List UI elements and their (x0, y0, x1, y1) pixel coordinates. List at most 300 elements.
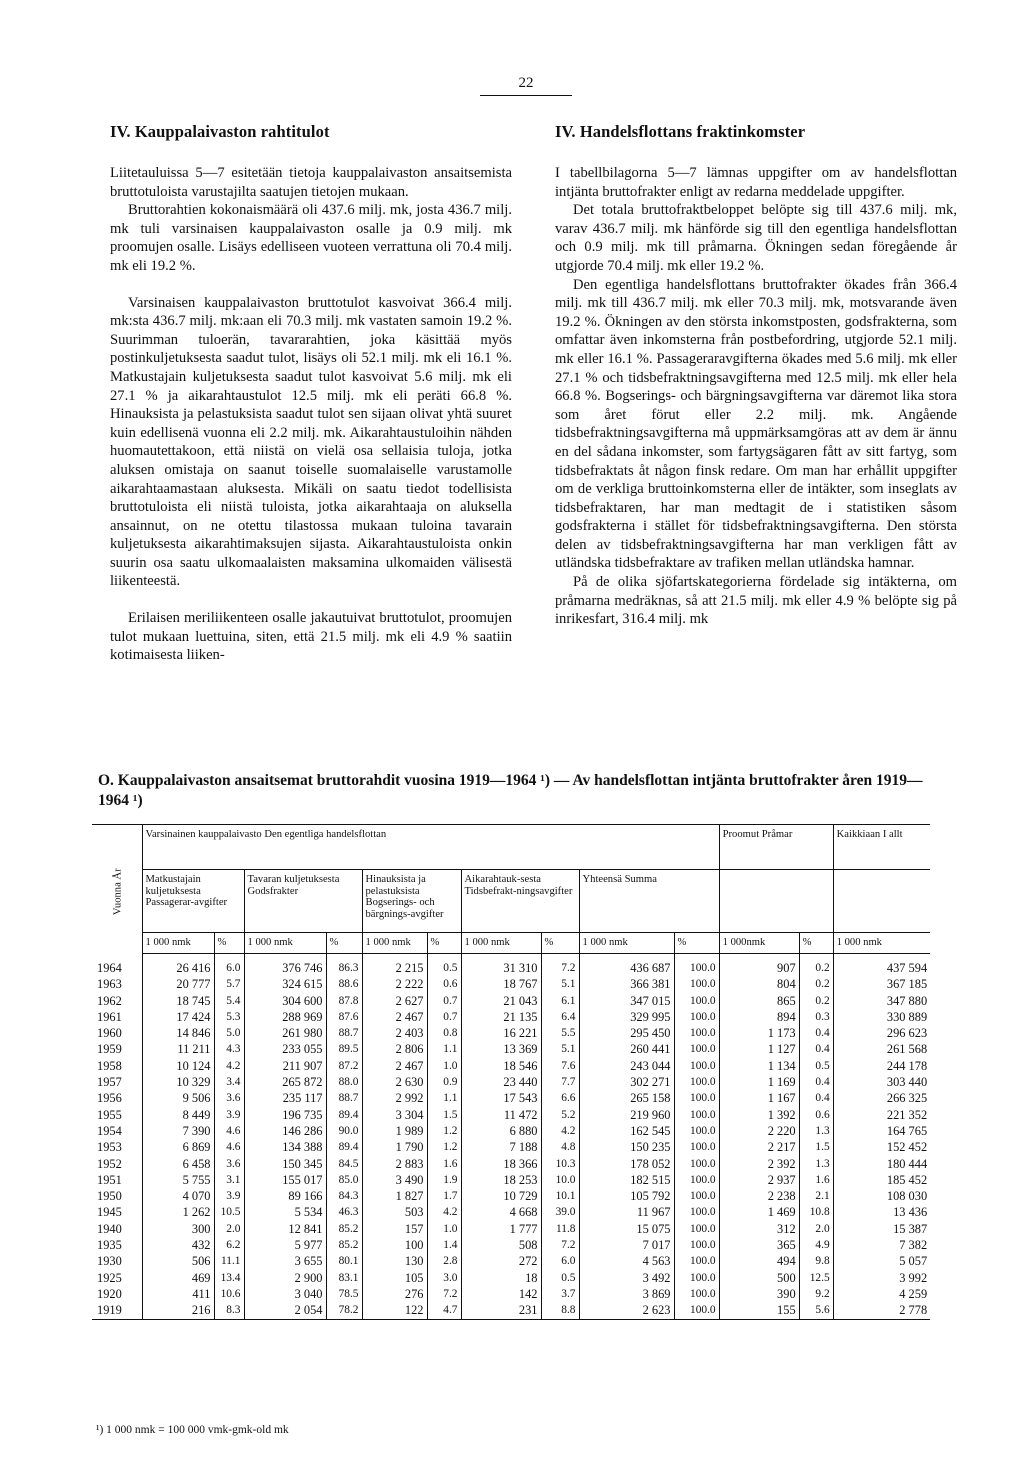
amount-cell: 14 846 (142, 1025, 214, 1041)
amount-cell: 894 (719, 1009, 799, 1025)
amount-cell: 2 054 (244, 1302, 326, 1319)
percent-cell: 3.6 (214, 1090, 244, 1106)
percent-cell: 5.5 (541, 1025, 579, 1041)
percent-cell: 5.6 (799, 1302, 833, 1319)
percent-cell: 100.0 (674, 1172, 719, 1188)
table-row (92, 1156, 930, 1172)
percent-cell: 2.8 (427, 1253, 461, 1269)
percent-cell: 89.4 (326, 1107, 362, 1123)
percent-cell: 0.2 (799, 976, 833, 992)
amount-cell: 244 178 (833, 1058, 930, 1074)
percent-cell: 1.6 (427, 1156, 461, 1172)
amount-cell: 15 387 (833, 1221, 930, 1237)
percent-cell: 0.5 (427, 954, 461, 977)
amount-cell: 1 167 (719, 1090, 799, 1106)
year-cell: 1925 (97, 1270, 122, 1285)
amount-cell: 3 655 (244, 1253, 326, 1269)
year-cell: 1919 (92, 1302, 142, 1319)
amount-cell: 18 253 (461, 1172, 541, 1188)
amount-cell: 4 563 (579, 1253, 674, 1269)
year-cell: 1964 (97, 960, 122, 975)
finnish-column (110, 122, 512, 665)
unit-header: 1 000 nmk (833, 933, 930, 954)
amount-cell: 21 135 (461, 1009, 541, 1025)
amount-cell: 178 052 (579, 1156, 674, 1172)
percent-cell: 0.3 (799, 1009, 833, 1025)
percent-cell: 10.1 (541, 1188, 579, 1204)
percent-cell: 84.5 (326, 1156, 362, 1172)
amount-cell: 261 980 (244, 1025, 326, 1041)
amount-cell: 2 630 (362, 1074, 427, 1090)
percent-cell: 100.0 (674, 1221, 719, 1237)
percent-cell: 0.4 (799, 1090, 833, 1106)
year-cell: 1935 (97, 1238, 122, 1253)
amount-cell: 13 436 (833, 1204, 930, 1220)
amount-cell: 10 729 (461, 1188, 541, 1204)
unit-header: 1 000 nmk (461, 933, 541, 954)
unit-header: % (326, 933, 362, 954)
unit-header: % (799, 933, 833, 954)
percent-cell: 0.6 (427, 976, 461, 992)
amount-cell: 330 889 (833, 1009, 930, 1025)
unit-header: 1 000nmk (719, 933, 799, 954)
amount-cell: 7 382 (833, 1237, 930, 1253)
year-cell: 1957 (97, 1075, 122, 1090)
percent-cell: 1.0 (427, 1221, 461, 1237)
amount-cell: 324 615 (244, 976, 326, 992)
percent-cell: 100.0 (674, 1058, 719, 1074)
percent-cell: 100.0 (674, 1253, 719, 1269)
amount-cell: 261 568 (833, 1041, 930, 1057)
year-cell: 1961 (97, 1009, 122, 1024)
percent-cell: 8.3 (214, 1302, 244, 1319)
amount-cell: 150 235 (579, 1139, 674, 1155)
percent-cell: 4.2 (214, 1058, 244, 1074)
subheader-goods: Tavaran kuljetuksesta Godsfrakter (244, 870, 362, 933)
percent-cell: 88.6 (326, 976, 362, 992)
percent-cell: 3.6 (214, 1156, 244, 1172)
amount-cell: 288 969 (244, 1009, 326, 1025)
amount-cell: 8 449 (142, 1107, 214, 1123)
percent-cell: 0.7 (427, 1009, 461, 1025)
table-row (92, 993, 930, 1009)
percent-cell: 0.8 (427, 1025, 461, 1041)
amount-cell: 100 (362, 1237, 427, 1253)
table-row (92, 1058, 930, 1074)
finnish-paragraph-3: Varsinaisen kauppalaivaston bruttotulot kasvoivat 366.4 milj. mk:sta 436.7 milj. mk:aan eli 70.3 milj. mk vastaten samoin 19.2 %. Suurimman tuloerän, tavararahtien, joka käsittää myös postinkuljetuksesta saadut tulot, lisäys oli 52.1 milj. mk eli 16.1 %. Matkustajain kuljetuksesta saadut tulot kasvoivat 5.6 milj. mk eli 27.1 % ja aikarahtaustulot 12.5 milj. mk eli peräti 66.8 %. Hinauksista ja pelastuksista saadut tulot sen sijaan olivat yhtä suuret kuin edellisenä vuonna eli 2.2 milj. mk. Aikarahtaustuloihin nähden huomautettakoon, että niistä on vielä osa sellaisia tuloja, jotka aluksen omistaja on saanut toiselle suomalaiselle varustamolle aikarahtaamastaan aluksesta. Mikäli on saatu tiedot todellisista bruttotuloista eli niistä tuloista, jotka aikarahtaaja on aluksella ansainnut, on ne otettu tilastossa mukaan tuloina tavarain kuljetuksesta aikarahtimaksujen sijasta. Aikarahtaustuloista onkin suurin osa saatu ulkomaalaisten maksamina ulkomaiden välisestä liikenteestä. (110, 294, 512, 590)
percent-cell: 0.4 (799, 1074, 833, 1090)
amount-cell: 329 995 (579, 1009, 674, 1025)
percent-cell: 10.3 (541, 1156, 579, 1172)
unit-header: % (541, 933, 579, 954)
amount-cell: 108 030 (833, 1188, 930, 1204)
amount-cell: 500 (719, 1270, 799, 1286)
percent-cell: 10.8 (799, 1204, 833, 1220)
amount-cell: 2 222 (362, 976, 427, 992)
percent-cell: 9.8 (799, 1253, 833, 1269)
year-cell: 1956 (97, 1091, 122, 1106)
percent-cell: 100.0 (674, 1090, 719, 1106)
unit-header: % (674, 933, 719, 954)
percent-cell: 1.4 (427, 1237, 461, 1253)
table-row (92, 976, 930, 992)
amount-cell: 18 546 (461, 1058, 541, 1074)
percent-cell: 0.4 (799, 1025, 833, 1041)
subheader-passengers: Matkustajain kuljetuksesta Passagerar-avgifter (142, 870, 244, 933)
amount-cell: 302 271 (579, 1074, 674, 1090)
percent-cell: 100.0 (674, 1139, 719, 1155)
percent-cell: 10.6 (214, 1286, 244, 1302)
swedish-paragraph-2: Det totala bruttofraktbeloppet belöpte sig till 437.6 milj. mk, varav 436.7 milj. mk hänförde sig till den egentliga handelsflottan och 0.9 milj. mk till pråmarna. Ökningen sedan föregående år utgjorde 70.4 milj. mk eller 19.2 %. (555, 202, 957, 274)
table-row (92, 1270, 930, 1286)
percent-cell: 3.0 (427, 1270, 461, 1286)
amount-cell: 508 (461, 1237, 541, 1253)
amount-cell: 865 (719, 993, 799, 1009)
table-caption: O. Kauppalaivaston ansaitsemat bruttorahdit vuosina 1919—1964 ¹) — Av handelsflottan intjänta bruttofrakter åren 1919—1964 ¹) (98, 772, 923, 809)
amount-cell: 347 015 (579, 993, 674, 1009)
percent-cell: 1.2 (427, 1123, 461, 1139)
amount-cell: 295 450 (579, 1025, 674, 1041)
amount-cell: 411 (142, 1286, 214, 1302)
swedish-paragraph-3: Den egentliga handelsflottans bruttofrakter ökades från 366.4 milj. mk till 436.7 milj. mk eller 70.3 milj. mk, motsvarande även 19.2 %. Ökningen av den största inkomstposten, godsfrakterna, som omfattar även inkomsterna från postbefordring, utgjorde 52.1 milj. mk eller 16.1 %. Passageraravgifterna ökades med 5.6 milj. mk eller 27.1 % och tidsbefraktningsavgifterna med 12.5 milj. mk eller hela 66.8 %. Bogserings- och bärgningsavgifterna var däremot lika stora som året förut eller 2.2 milj. mk. Angående tidsbefraktningsavgifterna må uppmärksamgöras att av dem är ännu en del sådana inkomster, som fartygsägaren fått av sitt fartyg, som tidsbefraktats åt någon finsk redare. Om man har erhållit uppgifter om de verkliga bruttoinkomsterna eller de intäkter, som inseglats av tidsbefraktaren, har man medtagit de i statistiken såsom godsfrakterna i stället för tidsbefraktningsavgifterna. Den största delen av tidsbefraktningsavgifterna har man verkligen fått av utländska tidsbefraktare av trafiken mellan utländska hamnar. (555, 276, 957, 572)
amount-cell: 2 215 (362, 954, 427, 977)
amount-cell: 2 220 (719, 1123, 799, 1139)
amount-cell: 231 (461, 1302, 541, 1319)
amount-cell: 89 166 (244, 1188, 326, 1204)
percent-cell: 78.5 (326, 1286, 362, 1302)
amount-cell: 146 286 (244, 1123, 326, 1139)
unit-header: 1 000 nmk (244, 933, 326, 954)
swedish-heading: IV. Handelsflottans fraktinkomster (555, 122, 806, 141)
amount-cell: 155 (719, 1302, 799, 1319)
percent-cell: 0.5 (799, 1058, 833, 1074)
percent-cell: 100.0 (674, 954, 719, 977)
amount-cell: 1 392 (719, 1107, 799, 1123)
subheader-towing: Hinauksista ja pelastuksista Bogserings- och bärgnings-avgifter (362, 870, 461, 933)
finnish-paragraph-4: Erilaisen meriliikenteen osalle jakautuivat bruttotulot, proomujen tulot mukaan luettuina, siten, että 21.5 milj. mk eli 4.9 % saatiin kotimaisesta liiken- (110, 610, 512, 664)
amount-cell: 272 (461, 1253, 541, 1269)
percent-cell: 100.0 (674, 1270, 719, 1286)
amount-cell: 1 169 (719, 1074, 799, 1090)
amount-cell: 13 369 (461, 1041, 541, 1057)
unit-header: 1 000 nmk (142, 933, 214, 954)
percent-cell: 7.2 (541, 1237, 579, 1253)
amount-cell: 2 900 (244, 1270, 326, 1286)
percent-cell: 4.9 (799, 1237, 833, 1253)
year-cell: 1958 (97, 1058, 122, 1073)
percent-cell: 12.5 (799, 1270, 833, 1286)
percent-cell: 100.0 (674, 1204, 719, 1220)
amount-cell: 11 967 (579, 1204, 674, 1220)
table-row (92, 1237, 930, 1253)
percent-cell: 4.7 (427, 1302, 461, 1319)
percent-cell: 88.7 (326, 1025, 362, 1041)
amount-cell: 5 755 (142, 1172, 214, 1188)
amount-cell: 21 043 (461, 993, 541, 1009)
percent-cell: 2.0 (799, 1221, 833, 1237)
percent-cell: 100.0 (674, 1123, 719, 1139)
amount-cell: 2 883 (362, 1156, 427, 1172)
amount-cell: 2 806 (362, 1041, 427, 1057)
percent-cell: 7.6 (541, 1058, 579, 1074)
percent-cell: 4.2 (427, 1204, 461, 1220)
amount-cell: 304 600 (244, 993, 326, 1009)
amount-cell: 18 366 (461, 1156, 541, 1172)
amount-cell: 130 (362, 1253, 427, 1269)
amount-cell: 367 185 (833, 976, 930, 992)
unit-header: % (427, 933, 461, 954)
table-row (92, 1221, 930, 1237)
amount-cell: 15 075 (579, 1221, 674, 1237)
percent-cell: 1.2 (427, 1139, 461, 1155)
amount-cell: 155 017 (244, 1172, 326, 1188)
amount-cell: 312 (719, 1221, 799, 1237)
year-cell: 1920 (97, 1286, 122, 1301)
percent-cell: 100.0 (674, 1302, 719, 1319)
table-row (92, 1009, 930, 1025)
amount-cell: 3 992 (833, 1270, 930, 1286)
percent-cell: 100.0 (674, 1025, 719, 1041)
amount-cell: 233 055 (244, 1041, 326, 1057)
table-body (92, 954, 930, 1320)
percent-cell: 6.0 (214, 954, 244, 977)
unit-header: % (214, 933, 244, 954)
percent-cell: 100.0 (674, 1074, 719, 1090)
percent-cell: 1.9 (427, 1172, 461, 1188)
table-row (92, 1188, 930, 1204)
percent-cell: 10.5 (214, 1204, 244, 1220)
amount-cell: 11 211 (142, 1041, 214, 1057)
percent-cell: 100.0 (674, 1237, 719, 1253)
year-cell: 1930 (97, 1254, 122, 1269)
amount-cell: 17 543 (461, 1090, 541, 1106)
amount-cell: 18 767 (461, 976, 541, 992)
percent-cell: 10.0 (541, 1172, 579, 1188)
amount-cell: 162 545 (579, 1123, 674, 1139)
table-row (92, 1074, 930, 1090)
amount-cell: 2 392 (719, 1156, 799, 1172)
amount-cell: 365 (719, 1237, 799, 1253)
amount-cell: 1 777 (461, 1221, 541, 1237)
amount-cell: 1 173 (719, 1025, 799, 1041)
table-row (92, 1107, 930, 1123)
amount-cell: 12 841 (244, 1221, 326, 1237)
amount-cell: 7 390 (142, 1123, 214, 1139)
amount-cell: 1 134 (719, 1058, 799, 1074)
amount-cell: 211 907 (244, 1058, 326, 1074)
percent-cell: 0.9 (427, 1074, 461, 1090)
percent-cell: 4.8 (541, 1139, 579, 1155)
percent-cell: 6.4 (541, 1009, 579, 1025)
amount-cell: 182 515 (579, 1172, 674, 1188)
amount-cell: 219 960 (579, 1107, 674, 1123)
amount-cell: 5 057 (833, 1253, 930, 1269)
group-header-barges: Proomut Pråmar (719, 825, 833, 870)
amount-cell: 907 (719, 954, 799, 977)
amount-cell: 276 (362, 1286, 427, 1302)
amount-cell: 469 (142, 1270, 214, 1286)
amount-cell: 1 827 (362, 1188, 427, 1204)
subheader-sum: Yhteensä Summa (579, 870, 719, 933)
percent-cell: 88.0 (326, 1074, 362, 1090)
year-cell: 1940 (97, 1221, 122, 1236)
percent-cell: 4.6 (214, 1139, 244, 1155)
amount-cell: 23 440 (461, 1074, 541, 1090)
amount-cell: 221 352 (833, 1107, 930, 1123)
table-row (92, 1286, 930, 1302)
percent-cell: 100.0 (674, 1107, 719, 1123)
group-header-merchant-fleet: Varsinainen kauppalaivasto Den egentliga handelsflottan (142, 825, 719, 870)
percent-cell: 1.3 (799, 1156, 833, 1172)
finnish-heading: IV. Kauppalaivaston rahtitulot (110, 122, 330, 141)
percent-cell: 6.1 (541, 993, 579, 1009)
page-number: 22 (480, 75, 572, 96)
amount-cell: 150 345 (244, 1156, 326, 1172)
table-row (92, 1025, 930, 1041)
percent-cell: 6.2 (214, 1237, 244, 1253)
amount-cell: 506 (142, 1253, 214, 1269)
percent-cell: 85.0 (326, 1172, 362, 1188)
year-cell: 1960 (97, 1026, 122, 1041)
percent-cell: 8.8 (541, 1302, 579, 1319)
percent-cell: 86.3 (326, 954, 362, 977)
percent-cell: 100.0 (674, 1188, 719, 1204)
percent-cell: 0.4 (799, 1041, 833, 1057)
year-header: Vuonna År (92, 825, 142, 954)
percent-cell: 39.0 (541, 1204, 579, 1220)
amount-cell: 6 880 (461, 1123, 541, 1139)
percent-cell: 3.9 (214, 1188, 244, 1204)
table-row (92, 1090, 930, 1106)
year-cell: 1952 (97, 1156, 122, 1171)
percent-cell: 11.1 (214, 1253, 244, 1269)
percent-cell: 1.5 (427, 1107, 461, 1123)
percent-cell: 80.1 (326, 1253, 362, 1269)
percent-cell: 5.3 (214, 1009, 244, 1025)
amount-cell: 300 (142, 1221, 214, 1237)
percent-cell: 3.7 (541, 1286, 579, 1302)
year-cell: 1950 (97, 1189, 122, 1204)
percent-cell: 100.0 (674, 993, 719, 1009)
amount-cell: 2 937 (719, 1172, 799, 1188)
amount-cell: 1 989 (362, 1123, 427, 1139)
percent-cell: 9.2 (799, 1286, 833, 1302)
amount-cell: 1 127 (719, 1041, 799, 1057)
percent-cell: 87.2 (326, 1058, 362, 1074)
amount-cell: 216 (142, 1302, 214, 1319)
amount-cell: 152 452 (833, 1139, 930, 1155)
footnote: ¹) 1 000 nmk = 100 000 vmk-gmk-old mk (96, 1424, 289, 1436)
amount-cell: 7 017 (579, 1237, 674, 1253)
percent-cell: 89.4 (326, 1139, 362, 1155)
amount-cell: 18 745 (142, 993, 214, 1009)
amount-cell: 366 381 (579, 976, 674, 992)
amount-cell: 432 (142, 1237, 214, 1253)
amount-cell: 1 469 (719, 1204, 799, 1220)
year-cell: 1945 (97, 1205, 122, 1220)
percent-cell: 87.6 (326, 1009, 362, 1025)
amount-cell: 3 040 (244, 1286, 326, 1302)
percent-cell: 5.2 (541, 1107, 579, 1123)
percent-cell: 78.2 (326, 1302, 362, 1319)
amount-cell: 17 424 (142, 1009, 214, 1025)
percent-cell: 1.1 (427, 1090, 461, 1106)
amount-cell: 3 304 (362, 1107, 427, 1123)
percent-cell: 5.1 (541, 1041, 579, 1057)
percent-cell: 83.1 (326, 1270, 362, 1286)
amount-cell: 185 452 (833, 1172, 930, 1188)
subheader-time-charter: Aikarahtauk-sesta Tidsbefrakt-ningsavgifter (461, 870, 579, 933)
percent-cell: 85.2 (326, 1221, 362, 1237)
amount-cell: 376 746 (244, 954, 326, 977)
amount-cell: 142 (461, 1286, 541, 1302)
amount-cell: 11 472 (461, 1107, 541, 1123)
percent-cell: 89.5 (326, 1041, 362, 1057)
percent-cell: 90.0 (326, 1123, 362, 1139)
amount-cell: 3 492 (579, 1270, 674, 1286)
amount-cell: 5 977 (244, 1237, 326, 1253)
amount-cell: 26 416 (142, 954, 214, 977)
amount-cell: 4 070 (142, 1188, 214, 1204)
freight-table (92, 824, 930, 1320)
percent-cell: 1.3 (799, 1123, 833, 1139)
amount-cell: 1 790 (362, 1139, 427, 1155)
amount-cell: 2 467 (362, 1009, 427, 1025)
amount-cell: 303 440 (833, 1074, 930, 1090)
percent-cell: 1.5 (799, 1139, 833, 1155)
amount-cell: 164 765 (833, 1123, 930, 1139)
amount-cell: 436 687 (579, 954, 674, 977)
percent-cell: 1.6 (799, 1172, 833, 1188)
percent-cell: 13.4 (214, 1270, 244, 1286)
amount-cell: 20 777 (142, 976, 214, 992)
year-cell: 1962 (97, 993, 122, 1008)
percent-cell: 1.1 (427, 1041, 461, 1057)
year-cell: 1951 (97, 1172, 122, 1187)
year-cell: 1955 (97, 1107, 122, 1122)
unit-header: 1 000 nmk (362, 933, 427, 954)
percent-cell: 2.1 (799, 1188, 833, 1204)
amount-cell: 804 (719, 976, 799, 992)
amount-cell: 347 880 (833, 993, 930, 1009)
amount-cell: 6 869 (142, 1139, 214, 1155)
amount-cell: 157 (362, 1221, 427, 1237)
amount-cell: 2 467 (362, 1058, 427, 1074)
amount-cell: 4 668 (461, 1204, 541, 1220)
amount-cell: 16 221 (461, 1025, 541, 1041)
amount-cell: 5 534 (244, 1204, 326, 1220)
amount-cell: 18 (461, 1270, 541, 1286)
percent-cell: 5.1 (541, 976, 579, 992)
year-cell: 1959 (97, 1042, 122, 1057)
table-row (92, 1123, 930, 1139)
group-header-total: Kaikkiaan I allt (833, 825, 930, 870)
amount-cell: 10 124 (142, 1058, 214, 1074)
table-row (92, 954, 930, 977)
percent-cell: 0.7 (427, 993, 461, 1009)
amount-cell: 122 (362, 1302, 427, 1319)
percent-cell: 4.3 (214, 1041, 244, 1057)
amount-cell: 2 238 (719, 1188, 799, 1204)
amount-cell: 2 403 (362, 1025, 427, 1041)
year-cell: 1954 (97, 1123, 122, 1138)
amount-cell: 2 623 (579, 1302, 674, 1319)
amount-cell: 196 735 (244, 1107, 326, 1123)
percent-cell: 11.8 (541, 1221, 579, 1237)
amount-cell: 3 869 (579, 1286, 674, 1302)
percent-cell: 84.3 (326, 1188, 362, 1204)
amount-cell: 265 872 (244, 1074, 326, 1090)
